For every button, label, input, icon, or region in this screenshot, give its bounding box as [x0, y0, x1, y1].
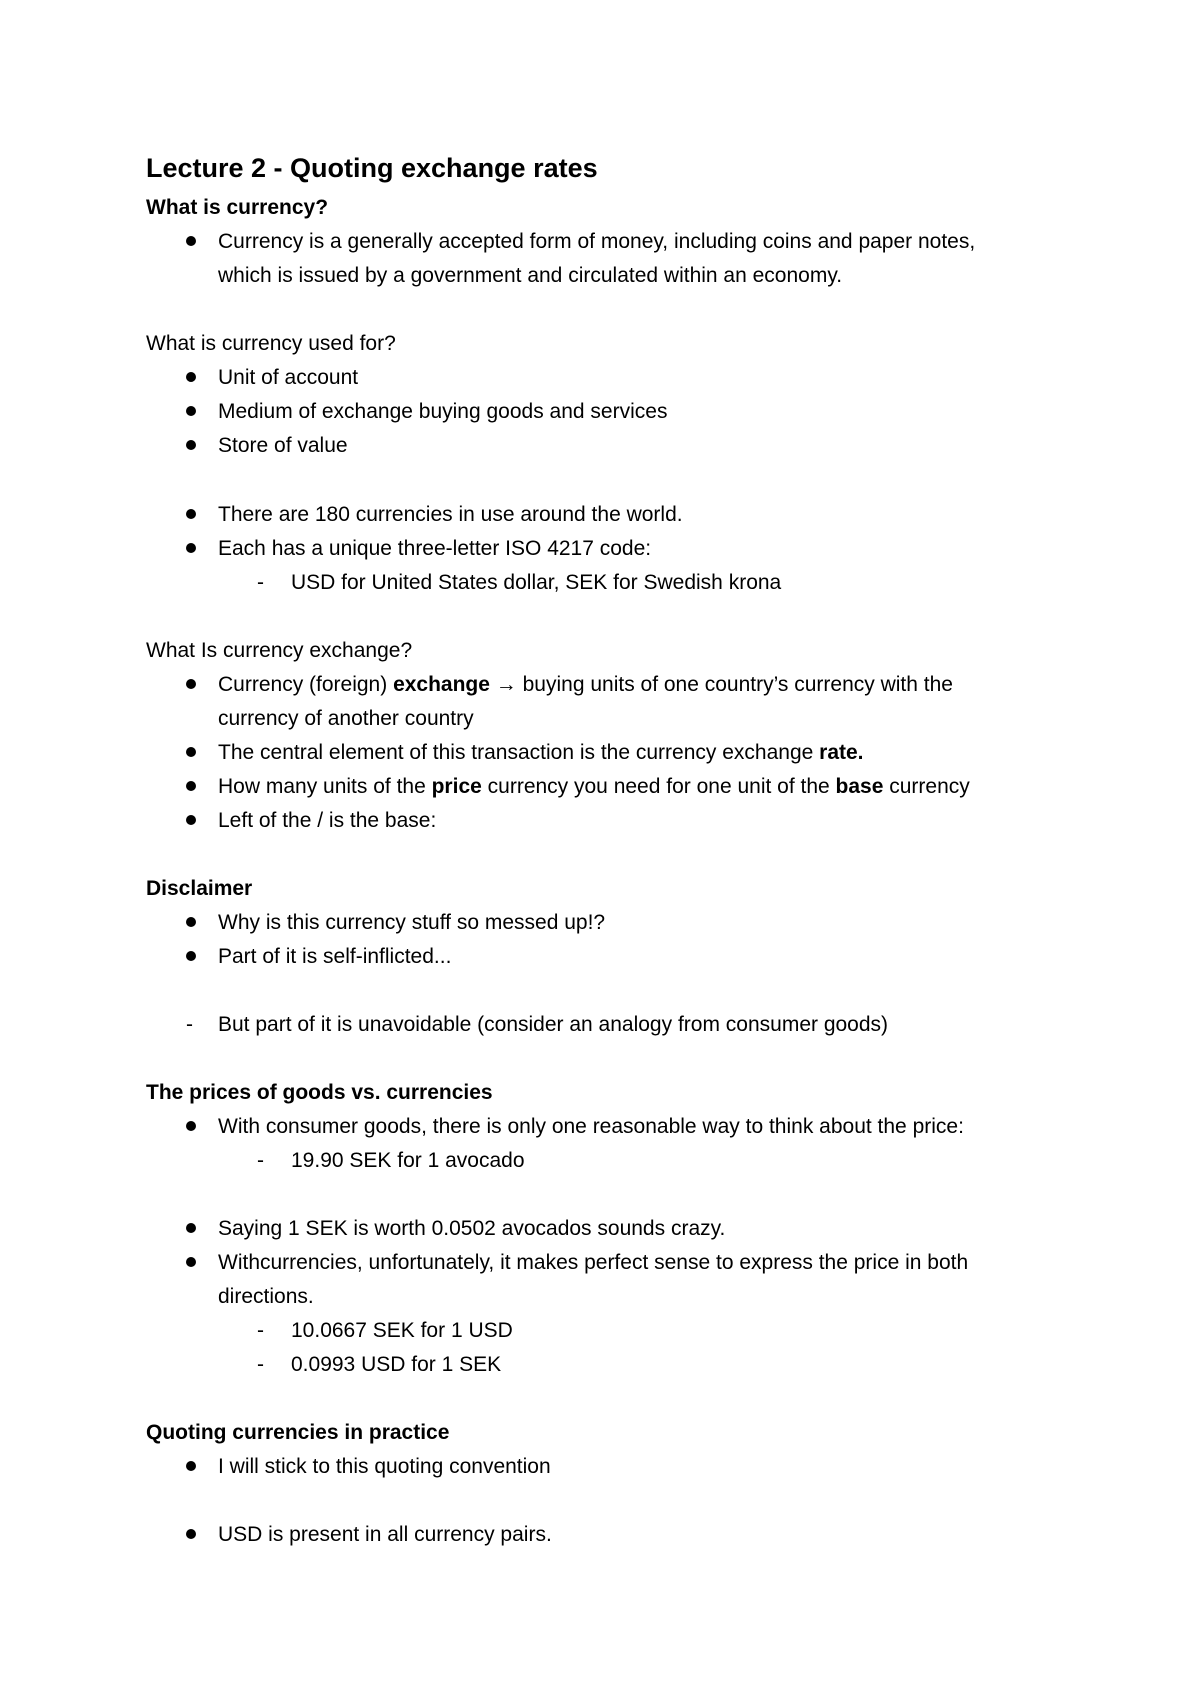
sub-item-dash: -: [257, 1353, 264, 1376]
sub-item-dash: -: [257, 571, 264, 594]
list-item: Left of the / is the base:: [218, 809, 437, 832]
sub-list-item: USD for United States dollar, SEK for Swedish krona: [291, 571, 782, 594]
bullet-dot: [186, 917, 196, 927]
list-item: Currency is a generally accepted form of money, including coins and paper notes,: [218, 230, 976, 253]
section-heading-what-is-currency: What is currency?: [146, 196, 329, 219]
list-item: There are 180 currencies in use around the world.: [218, 503, 683, 526]
list-item: Why is this currency stuff so messed up!?: [218, 911, 606, 934]
section-heading-currency-exchange: What Is currency exchange?: [146, 639, 413, 662]
bullet-dot: [186, 781, 196, 791]
bold-term: base: [835, 775, 884, 798]
list-item: With consumer goods, there is only one reasonable way to think about the price:: [218, 1115, 964, 1138]
sub-item-dash: -: [257, 1319, 264, 1342]
list-item: Unit of account: [218, 366, 359, 389]
bullet-dot: [186, 1257, 196, 1267]
section-heading-currency-use: What is currency used for?: [146, 332, 396, 355]
bold-term: rate.: [819, 741, 864, 764]
bullet-dot: [186, 509, 196, 519]
bullet-dot: [186, 951, 196, 961]
list-item: Each has a unique three-letter ISO 4217 code:: [218, 537, 652, 560]
text-run: → buying units of one country’s currency with the: [489, 673, 953, 696]
section-heading-disclaimer: Disclaimer: [146, 877, 253, 900]
list-item-continuation: which is issued by a government and circulated within an economy.: [218, 264, 843, 287]
list-item: [218, 770, 970, 804]
bullet-dot: [186, 815, 196, 825]
bold-term: exchange: [393, 673, 490, 696]
sub-item-dash: -: [186, 1013, 193, 1036]
bullet-dot: [186, 543, 196, 553]
list-item: [218, 668, 953, 702]
text-run: currency: [883, 775, 970, 798]
bullet-dot: [186, 1121, 196, 1131]
bullet-dot: [186, 372, 196, 382]
list-item: I will stick to this quoting convention: [218, 1455, 551, 1478]
bullet-dot: [186, 1223, 196, 1233]
text-run: The central element of this transaction is the currency exchange: [218, 741, 820, 764]
sub-item-dash: -: [257, 1149, 264, 1172]
bold-term: price: [431, 775, 482, 798]
bullet-dot: [186, 1461, 196, 1471]
page-title: Lecture 2 - Quoting exchange rates: [146, 153, 598, 183]
list-item: Withcurrencies, unfortunately, it makes perfect sense to express the price in both: [218, 1251, 969, 1274]
sub-list-item: 0.0993 USD for 1 SEK: [291, 1353, 502, 1376]
list-item: [218, 736, 864, 770]
list-item-continuation: directions.: [218, 1285, 314, 1308]
section-heading-prices: The prices of goods vs. currencies: [146, 1081, 493, 1104]
list-item: Store of value: [218, 434, 348, 457]
bullet-dot: [186, 440, 196, 450]
bullet-dot: [186, 747, 196, 757]
list-item: Part of it is self-inflicted...: [218, 945, 452, 968]
list-item: Saying 1 SEK is worth 0.0502 avocados sounds crazy.: [218, 1217, 726, 1240]
sub-list-item: 10.0667 SEK for 1 USD: [291, 1319, 513, 1342]
bullet-dot: [186, 236, 196, 246]
bullet-dot: [186, 679, 196, 689]
sub-list-item: 19.90 SEK for 1 avocado: [291, 1149, 525, 1172]
list-item: Medium of exchange buying goods and services: [218, 400, 668, 423]
list-item: USD is present in all currency pairs.: [218, 1523, 552, 1546]
bullet-dot: [186, 406, 196, 416]
section-heading-quoting-practice: Quoting currencies in practice: [146, 1421, 450, 1444]
text-run: How many units of the: [218, 775, 432, 798]
bullet-dot: [186, 1529, 196, 1539]
sub-list-item: But part of it is unavoidable (consider an analogy from consumer goods): [218, 1013, 889, 1036]
text-run: Currency (foreign): [218, 673, 394, 696]
list-item-continuation: currency of another country: [218, 707, 474, 730]
text-run: currency you need for one unit of the: [481, 775, 836, 798]
